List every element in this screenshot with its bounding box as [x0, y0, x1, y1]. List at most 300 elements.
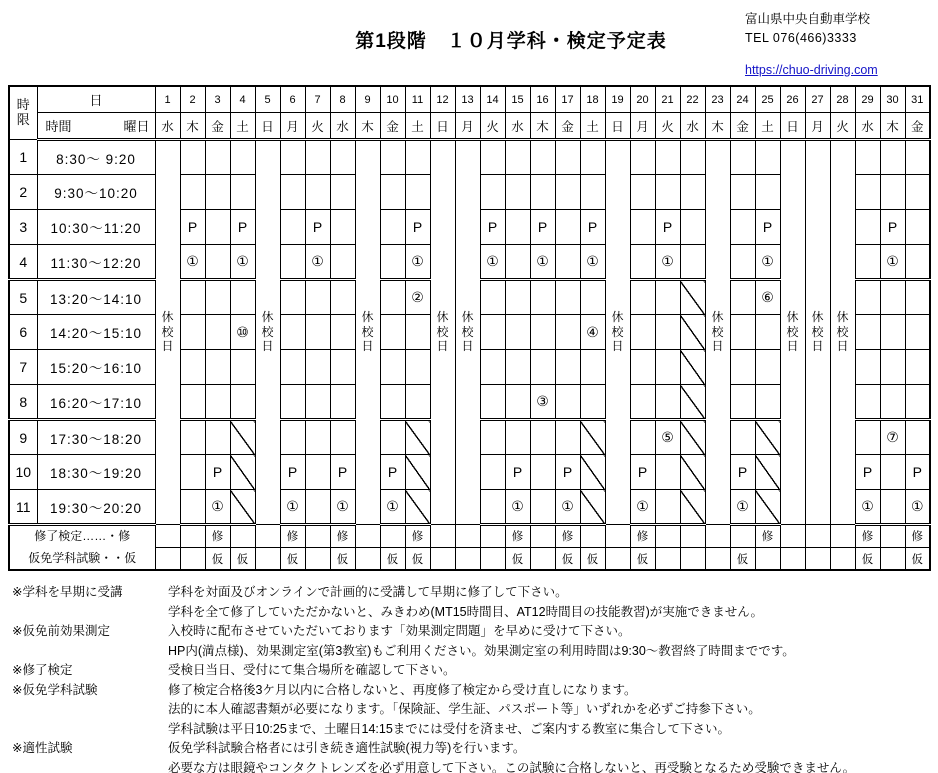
period-time: 15:20～16:10: [37, 350, 155, 385]
lesson-cell: [305, 420, 330, 455]
legend-cell: [880, 525, 905, 548]
day-weekday: 金: [905, 113, 930, 140]
lesson-cell: [205, 350, 230, 385]
lesson-cell: P: [230, 210, 255, 245]
note-text: 入校時に配布させていただいております「効果測定問題」を早めに受けて下さい。 HP内(満点様)、効果測定室(第3教室)もご利用ください。効果測定室の利用時間は9:30～教習終了時間までです。: [168, 624, 795, 658]
lesson-cell: [505, 280, 530, 315]
day-number: 3: [205, 86, 230, 113]
lesson-cell: [855, 385, 880, 420]
lesson-cell: [880, 385, 905, 420]
lesson-cell: [555, 280, 580, 315]
lesson-cell: [655, 385, 680, 420]
period-time: 18:30～19:20: [37, 455, 155, 490]
lesson-cell: ①: [330, 490, 355, 525]
lesson-cell: [730, 175, 755, 210]
footer-note: [12, 739, 932, 773]
legend-cell: [780, 547, 805, 570]
note-text: 学科を対面及びオンラインで計画的に受講して早期に修了して下さい。 学科を全て修了していただかないと、みきわめ(MT15時間目、AT12時間目の技能教習)が実施できません。: [168, 585, 763, 619]
day-weekday: 木: [880, 113, 905, 140]
cancelled-cell: [680, 315, 705, 350]
legend-cell: 仮: [555, 547, 580, 570]
closed-day-cell: 休 校 日: [805, 140, 830, 525]
legend-cell: [755, 547, 780, 570]
school-url-link[interactable]: https://chuo-driving.com: [745, 62, 878, 77]
legend-cell: [605, 547, 630, 570]
lesson-cell: [505, 315, 530, 350]
period-number: 3: [9, 210, 37, 245]
day-number: 20: [630, 86, 655, 113]
lesson-cell: P: [880, 210, 905, 245]
lesson-cell: ①: [205, 490, 230, 525]
day-number: 24: [730, 86, 755, 113]
lesson-cell: [480, 315, 505, 350]
day-weekday: 月: [805, 113, 830, 140]
day-weekday: 水: [680, 113, 705, 140]
lesson-cell: [630, 175, 655, 210]
legend-cell: [805, 547, 830, 570]
lesson-cell: ①: [630, 490, 655, 525]
legend-cell: [705, 525, 730, 548]
footer-notes: [12, 583, 932, 773]
closed-day-cell: 休 校 日: [605, 140, 630, 525]
lesson-cell: ②: [405, 280, 430, 315]
lesson-cell: [680, 210, 705, 245]
lesson-cell: [505, 175, 530, 210]
lesson-cell: [530, 175, 555, 210]
legend-cell: 仮: [505, 547, 530, 570]
day-weekday: 水: [330, 113, 355, 140]
legend-cell: [430, 525, 455, 548]
day-weekday: 日: [255, 113, 280, 140]
cancelled-cell: [230, 420, 255, 455]
lesson-cell: [305, 455, 330, 490]
legend-cell: [380, 525, 405, 548]
lesson-cell: [280, 140, 305, 175]
lesson-cell: [680, 140, 705, 175]
lesson-cell: [630, 420, 655, 455]
legend-cell: [230, 525, 255, 548]
lesson-cell: [905, 140, 930, 175]
lesson-cell: [330, 315, 355, 350]
legend-cell: [355, 525, 380, 548]
lesson-cell: [205, 315, 230, 350]
lesson-cell: [230, 350, 255, 385]
period-number: 2: [9, 175, 37, 210]
note-label: ※仮免前効果測定: [12, 624, 110, 638]
lesson-cell: ①: [180, 245, 205, 280]
period-time: 10:30～11:20: [37, 210, 155, 245]
lesson-cell: [880, 140, 905, 175]
day-number: 13: [455, 86, 480, 113]
lesson-cell: ①: [755, 245, 780, 280]
legend-cell: 仮: [205, 547, 230, 570]
lesson-cell: [180, 315, 205, 350]
lesson-cell: [880, 315, 905, 350]
lesson-cell: ①: [730, 490, 755, 525]
lesson-cell: [530, 350, 555, 385]
cancelled-cell: [580, 455, 605, 490]
closed-day-cell: 休 校 日: [355, 140, 380, 525]
note-text: 修了検定合格後3ケ月以内に合格しないと、再度修了検定から受け直しになります。 法的に本人確認書類が必要になります。「保険証、学生証、パスポート等」いずれかを必ずご持参下さい。 学科試験は平日10:25まで、土曜日14:15までには受付を済ませ、ご案内する教室に集合して下さい。: [168, 682, 761, 736]
lesson-cell: [855, 420, 880, 455]
legend-cell: [305, 547, 330, 570]
cancelled-cell: [230, 455, 255, 490]
lesson-cell: [330, 210, 355, 245]
closed-day-cell: 休 校 日: [455, 140, 480, 525]
lesson-cell: ①: [305, 245, 330, 280]
day-weekday: 木: [180, 113, 205, 140]
lesson-cell: [755, 315, 780, 350]
day-number: 23: [705, 86, 730, 113]
note-text: 仮免学科試験合格者には引き続き適性試験(視力等)を行います。 必要な方は眼鏡やコンタクトレンズを必ず用意して下さい。この試験に合格しないと、再受験となるため受験できません。: [168, 741, 856, 773]
legend-cell: 仮: [630, 547, 655, 570]
lesson-cell: [530, 315, 555, 350]
day-number: 29: [855, 86, 880, 113]
lesson-cell: [180, 455, 205, 490]
day-weekday: 金: [555, 113, 580, 140]
lesson-cell: [180, 420, 205, 455]
legend-cell: [155, 525, 180, 548]
legend-cell: [680, 525, 705, 548]
note-label: ※学科を早期に受講: [12, 585, 123, 599]
lesson-cell: [555, 385, 580, 420]
legend-cell: 修: [630, 525, 655, 548]
footer-note: [12, 622, 932, 661]
legend-cell: [680, 547, 705, 570]
day-number: 8: [330, 86, 355, 113]
cancelled-cell: [580, 490, 605, 525]
lesson-cell: [555, 175, 580, 210]
legend-cell: [455, 525, 480, 548]
period-time: 8:30～ 9:20: [37, 140, 155, 175]
lesson-cell: [405, 350, 430, 385]
lesson-cell: [880, 350, 905, 385]
day-number: 31: [905, 86, 930, 113]
legend-cell: [305, 525, 330, 548]
school-name: 富山県中央自動車学校: [745, 12, 871, 26]
day-number: 28: [830, 86, 855, 113]
lesson-cell: P: [380, 455, 405, 490]
lesson-cell: [855, 350, 880, 385]
lesson-cell: [880, 175, 905, 210]
lesson-cell: [880, 280, 905, 315]
legend-cell: [580, 525, 605, 548]
lesson-cell: [205, 140, 230, 175]
lesson-cell: [880, 455, 905, 490]
closed-day-cell: 休 校 日: [830, 140, 855, 525]
legend-cell: [455, 547, 480, 570]
lesson-cell: P: [205, 455, 230, 490]
lesson-cell: [380, 420, 405, 455]
lesson-cell: [180, 350, 205, 385]
lesson-cell: [555, 245, 580, 280]
lesson-cell: [480, 455, 505, 490]
lesson-cell: [480, 175, 505, 210]
day-number: 11: [405, 86, 430, 113]
lesson-cell: [655, 140, 680, 175]
lesson-cell: [630, 210, 655, 245]
legend-cell: 仮: [730, 547, 755, 570]
lesson-cell: [380, 140, 405, 175]
corner-period-label: 時 限: [9, 86, 37, 140]
lesson-cell: [480, 420, 505, 455]
lesson-cell: ⑥: [755, 280, 780, 315]
lesson-cell: [505, 140, 530, 175]
legend-cell: [480, 547, 505, 570]
lesson-cell: [330, 175, 355, 210]
lesson-cell: ③: [530, 385, 555, 420]
lesson-cell: ①: [530, 245, 555, 280]
day-number: 30: [880, 86, 905, 113]
lesson-cell: [380, 175, 405, 210]
lesson-cell: [480, 385, 505, 420]
lesson-cell: [305, 175, 330, 210]
day-number: 4: [230, 86, 255, 113]
day-weekday: 土: [580, 113, 605, 140]
lesson-cell: [880, 490, 905, 525]
lesson-cell: [580, 385, 605, 420]
lesson-cell: [305, 490, 330, 525]
legend-cell: [655, 525, 680, 548]
lesson-cell: ①: [280, 490, 305, 525]
period-row: [9, 140, 930, 175]
page-title: 第1段階 １０月学科・検定予定表: [355, 31, 667, 52]
period-number: 9: [9, 420, 37, 455]
legend-cell: [155, 547, 180, 570]
lesson-cell: [555, 350, 580, 385]
lesson-cell: ⑩: [230, 315, 255, 350]
lesson-cell: [905, 280, 930, 315]
period-number: 8: [9, 385, 37, 420]
lesson-cell: [230, 140, 255, 175]
cancelled-cell: [680, 490, 705, 525]
lesson-cell: [905, 420, 930, 455]
lesson-cell: P: [480, 210, 505, 245]
lesson-cell: [580, 350, 605, 385]
lesson-cell: ⑦: [880, 420, 905, 455]
lesson-cell: [730, 280, 755, 315]
lesson-cell: [380, 315, 405, 350]
closed-day-cell: 休 校 日: [155, 140, 180, 525]
lesson-cell: P: [530, 210, 555, 245]
day-weekday: 火: [655, 113, 680, 140]
legend-cell: [655, 547, 680, 570]
lesson-cell: [905, 245, 930, 280]
lesson-cell: [480, 350, 505, 385]
lesson-cell: [580, 140, 605, 175]
legend-cell: [730, 525, 755, 548]
legend-cell: 修: [505, 525, 530, 548]
closed-day-cell: 休 校 日: [430, 140, 455, 525]
legend-cell: [180, 525, 205, 548]
lesson-cell: P: [905, 455, 930, 490]
lesson-cell: P: [580, 210, 605, 245]
day-number: 2: [180, 86, 205, 113]
lesson-cell: [380, 385, 405, 420]
day-weekday: 月: [280, 113, 305, 140]
lesson-cell: ①: [380, 490, 405, 525]
legend-cell: [605, 525, 630, 548]
lesson-cell: ①: [555, 490, 580, 525]
lesson-cell: P: [505, 455, 530, 490]
day-number: 25: [755, 86, 780, 113]
lesson-cell: [405, 175, 430, 210]
lesson-cell: [330, 245, 355, 280]
period-number: 6: [9, 315, 37, 350]
lesson-cell: [280, 350, 305, 385]
legend-cell: 仮: [405, 547, 430, 570]
day-number: 21: [655, 86, 680, 113]
lesson-cell: [505, 350, 530, 385]
cancelled-cell: [405, 490, 430, 525]
day-number: 18: [580, 86, 605, 113]
corner-day-label: 日: [37, 86, 155, 113]
day-weekday: 火: [480, 113, 505, 140]
closed-day-cell: 休 校 日: [780, 140, 805, 525]
day-number: 27: [805, 86, 830, 113]
lesson-cell: [330, 140, 355, 175]
cancelled-cell: [680, 420, 705, 455]
lesson-cell: [180, 280, 205, 315]
note-label: ※修了検定: [12, 663, 73, 677]
lesson-cell: [230, 175, 255, 210]
cancelled-cell: [680, 350, 705, 385]
day-weekday: 木: [530, 113, 555, 140]
lesson-cell: [530, 420, 555, 455]
legend-cell: [705, 547, 730, 570]
lesson-cell: ①: [880, 245, 905, 280]
lesson-cell: [180, 490, 205, 525]
legend-cell: [830, 525, 855, 548]
lesson-cell: [855, 210, 880, 245]
lesson-cell: ①: [580, 245, 605, 280]
legend-cell: 仮: [380, 547, 405, 570]
legend-cell: [255, 525, 280, 548]
lesson-cell: [205, 385, 230, 420]
legend-cell: [780, 525, 805, 548]
legend-cell: 仮: [230, 547, 255, 570]
lesson-cell: [730, 385, 755, 420]
period-time: 11:30～12:20: [37, 245, 155, 280]
lesson-cell: ⑤: [655, 420, 680, 455]
lesson-cell: [530, 490, 555, 525]
day-weekday: 火: [830, 113, 855, 140]
lesson-cell: [280, 210, 305, 245]
period-time: 14:20～15:10: [37, 315, 155, 350]
lesson-cell: [905, 350, 930, 385]
lesson-cell: [480, 280, 505, 315]
lesson-cell: [405, 140, 430, 175]
lesson-cell: [855, 315, 880, 350]
lesson-cell: [180, 175, 205, 210]
lesson-cell: ①: [855, 490, 880, 525]
footer-note: [12, 661, 932, 681]
day-number: 16: [530, 86, 555, 113]
period-time: 17:30～18:20: [37, 420, 155, 455]
legend-cell: 仮: [855, 547, 880, 570]
day-weekday: 月: [455, 113, 480, 140]
lesson-cell: [555, 210, 580, 245]
lesson-cell: P: [730, 455, 755, 490]
lesson-cell: [855, 140, 880, 175]
day-number: 1: [155, 86, 180, 113]
lesson-cell: [230, 385, 255, 420]
day-weekday: 木: [355, 113, 380, 140]
period-number: 5: [9, 280, 37, 315]
legend-cell: [180, 547, 205, 570]
legend-cell: [530, 547, 555, 570]
lesson-cell: [205, 175, 230, 210]
lesson-cell: [380, 280, 405, 315]
day-weekday: 金: [205, 113, 230, 140]
lesson-cell: ④: [580, 315, 605, 350]
closed-day-cell: 休 校 日: [705, 140, 730, 525]
lesson-cell: P: [655, 210, 680, 245]
lesson-cell: [505, 210, 530, 245]
lesson-cell: [305, 280, 330, 315]
lesson-cell: ①: [230, 245, 255, 280]
lesson-cell: [755, 175, 780, 210]
lesson-cell: [555, 140, 580, 175]
lesson-cell: [730, 140, 755, 175]
lesson-cell: [305, 140, 330, 175]
lesson-cell: [505, 245, 530, 280]
lesson-cell: [630, 280, 655, 315]
legend-cell: [355, 547, 380, 570]
lesson-cell: [305, 385, 330, 420]
school-tel: TEL 076(466)3333: [745, 31, 857, 46]
lesson-cell: P: [405, 210, 430, 245]
period-number: 7: [9, 350, 37, 385]
note-label: ※適性試験: [12, 741, 73, 755]
lesson-cell: P: [305, 210, 330, 245]
lesson-cell: [405, 385, 430, 420]
day-weekday: 日: [780, 113, 805, 140]
lesson-cell: [655, 315, 680, 350]
lesson-cell: [755, 350, 780, 385]
legend-row: [9, 525, 930, 548]
lesson-cell: P: [180, 210, 205, 245]
period-number: 10: [9, 455, 37, 490]
lesson-cell: P: [755, 210, 780, 245]
lesson-cell: [905, 315, 930, 350]
legend-label: 修了検定……・修 仮免学科試験・・仮: [9, 525, 155, 571]
lesson-cell: [905, 175, 930, 210]
lesson-cell: [480, 490, 505, 525]
day-number: 14: [480, 86, 505, 113]
lesson-cell: [655, 280, 680, 315]
lesson-cell: [380, 245, 405, 280]
day-weekday: 水: [155, 113, 180, 140]
cancelled-cell: [230, 490, 255, 525]
lesson-cell: [580, 280, 605, 315]
lesson-cell: [305, 315, 330, 350]
legend-cell: 仮: [580, 547, 605, 570]
lesson-cell: [580, 175, 605, 210]
day-weekday: 日: [605, 113, 630, 140]
legend-cell: 修: [555, 525, 580, 548]
lesson-cell: [480, 140, 505, 175]
period-time: 9:30～10:20: [37, 175, 155, 210]
lesson-cell: [655, 490, 680, 525]
lesson-cell: [630, 315, 655, 350]
lesson-cell: [730, 420, 755, 455]
day-number: 22: [680, 86, 705, 113]
lesson-cell: [855, 245, 880, 280]
day-weekday: 日: [430, 113, 455, 140]
lesson-cell: [855, 175, 880, 210]
legend-cell: 修: [330, 525, 355, 548]
